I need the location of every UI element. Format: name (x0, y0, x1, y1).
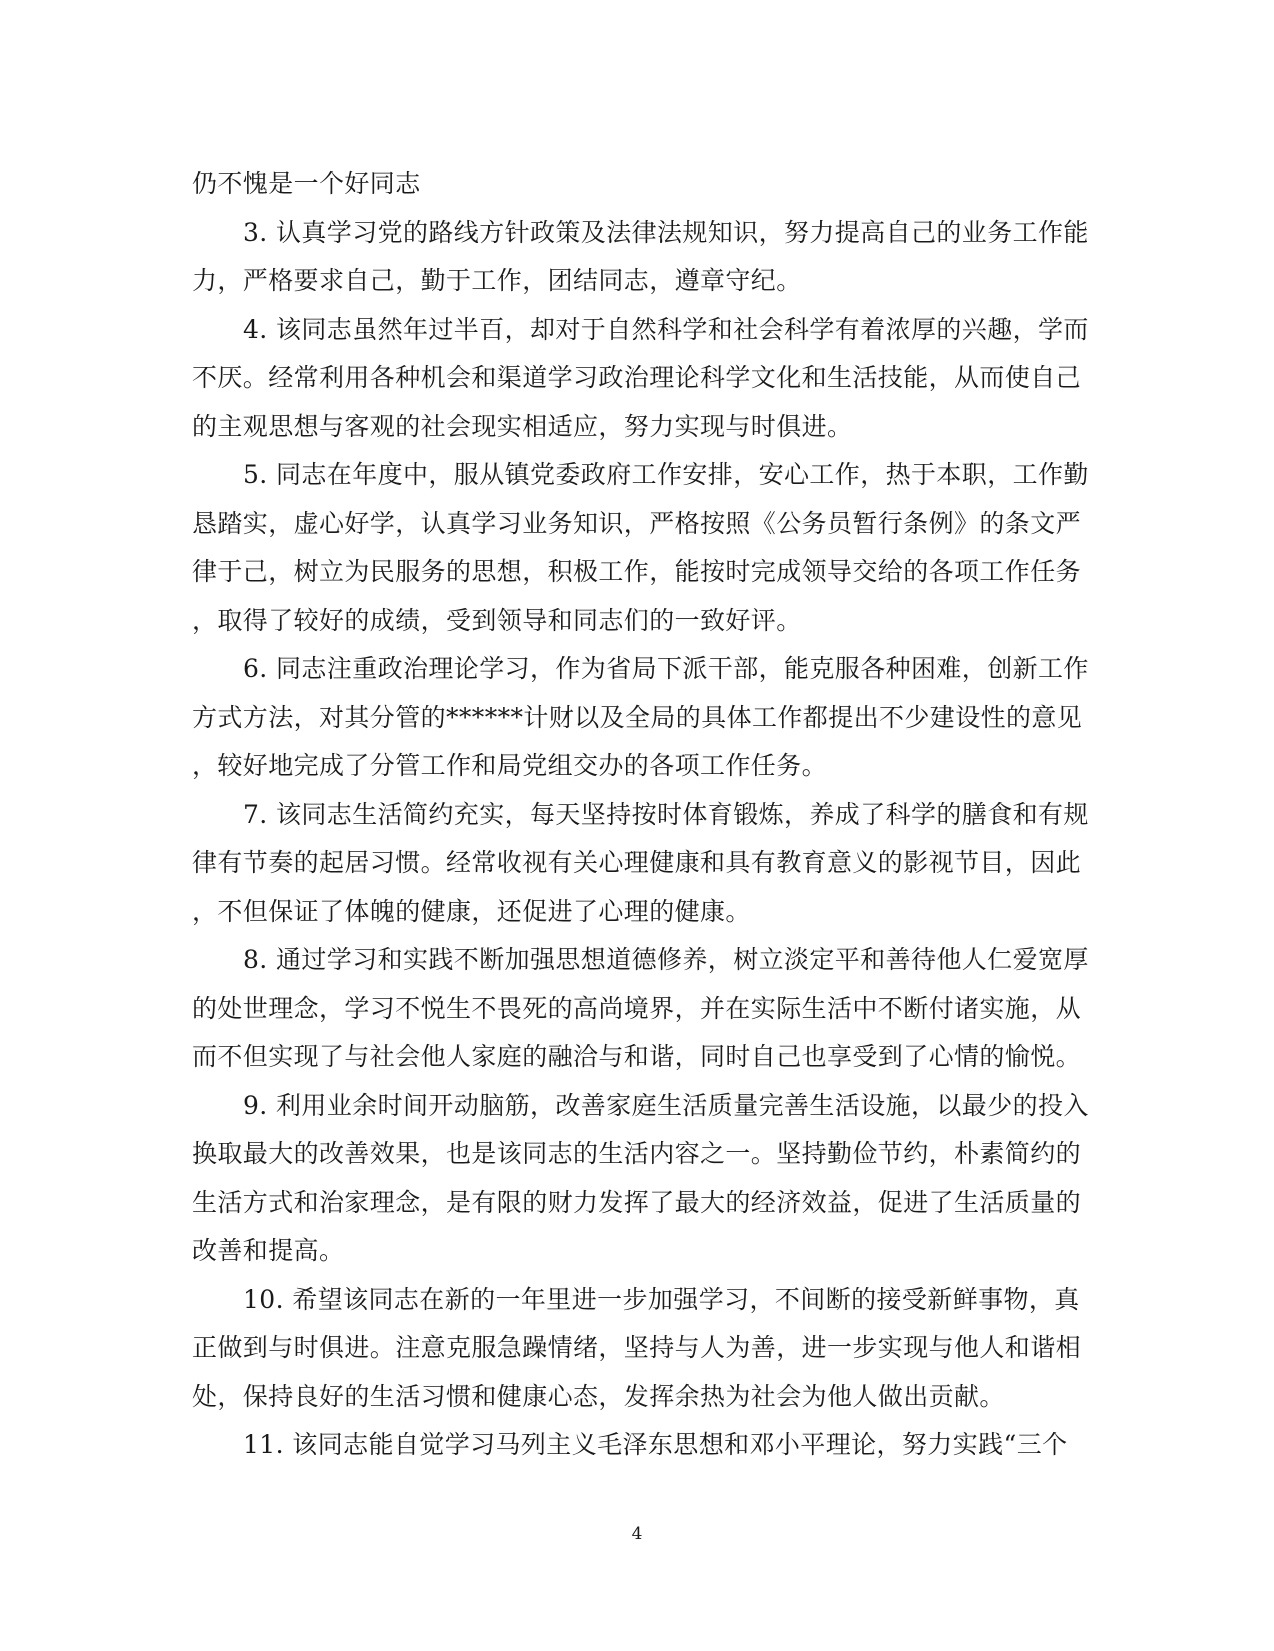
text-line: 恳踏实，虚心好学，认真学习业务知识，严格按照《公务员暂行条例》的条文严 (192, 508, 1082, 538)
text-line: 4. 该同志虽然年过半百，却对于自然科学和社会科学有着浓厚的兴趣，学而 (243, 314, 1089, 344)
text-line: 5. 同志在年度中，服从镇党委政府工作安排，安心工作，热于本职，工作勤 (243, 460, 1089, 489)
text-line: 的处世理念，学习不悦生不畏死的高尚境界，并在实际生活中不断付诸实施，从 (192, 993, 1082, 1023)
text-line: 换取最大的改善效果，也是该同志的生活内容之一。坚持勤俭节约，朴素简约的 (192, 1139, 1082, 1168)
text-line: 仍不愧是一个好同志 (192, 169, 421, 198)
text-line: 不厌。经常利用各种机会和渠道学习政治理论科学文化和生活技能，从而使自己 (192, 363, 1082, 392)
text-line: ，较好地完成了分管工作和局党组交办的各项工作任务。 (192, 751, 828, 780)
text-line: 11. 该同志能自觉学习马列主义毛泽东思想和邓小平理论，努力实践“三个 (243, 1430, 1068, 1459)
text-line: 7. 该同志生活简约充实，每天坚持按时体育锻炼，养成了科学的膳食和有规 (243, 799, 1089, 829)
text-line: ，不但保证了体魄的健康，还促进了心理的健康。 (192, 896, 751, 926)
text-line: 改善和提高。 (192, 1236, 345, 1265)
text-line: 而不但实现了与社会他人家庭的融洽与和谐，同时自己也享受到了心情的愉悦。 (192, 1042, 1082, 1071)
text-line: 8. 通过学习和实践不断加强思想道德修养，树立淡定平和善待他人仁爱宽厚 (243, 945, 1089, 974)
text-line: 律于己，树立为民服务的思想，积极工作，能按时完成领导交给的各项工作任务 (192, 557, 1082, 586)
text-line: 生活方式和治家理念，是有限的财力发挥了最大的经济效益，促进了生活质量的 (192, 1187, 1082, 1217)
text-line: 正做到与时俱进。注意克服急躁情绪，坚持与人为善，进一步实现与他人和谐相 (192, 1333, 1082, 1362)
text-line: 10. 希望该同志在新的一年里进一步加强学习，不间断的接受新鲜事物，真 (243, 1284, 1080, 1314)
text-line: 律有节奏的起居习惯。经常收视有关心理健康和具有教育意义的影视节目，因此 (192, 848, 1082, 877)
text-line: 3. 认真学习党的路线方针政策及法律法规知识，努力提高自己的业务工作能 (243, 217, 1089, 247)
text-line: 9. 利用业余时间开动脑筋，改善家庭生活质量完善生活设施，以最少的投入 (243, 1090, 1089, 1120)
text-line: 的主观思想与客观的社会现实相适应，努力实现与时俱进。 (192, 411, 853, 441)
text-line: 方式方法，对其分管的******计财以及全局的具体工作都提出不少建设性的意见 (192, 702, 1083, 732)
body-text (192, 160, 1089, 1470)
text-line: 处，保持良好的生活习惯和健康心态，发挥余热为社会为他人做出贡献。 (192, 1381, 1005, 1411)
text-line: 力，严格要求自己，勤于工作，团结同志，遵章守纪。 (192, 266, 802, 295)
page-number: 4 (631, 1524, 643, 1544)
text-line: ，取得了较好的成绩，受到领导和同志们的一致好评。 (192, 605, 802, 635)
text-line: 6. 同志注重政治理论学习，作为省局下派干部，能克服各种困难，创新工作 (243, 654, 1089, 683)
